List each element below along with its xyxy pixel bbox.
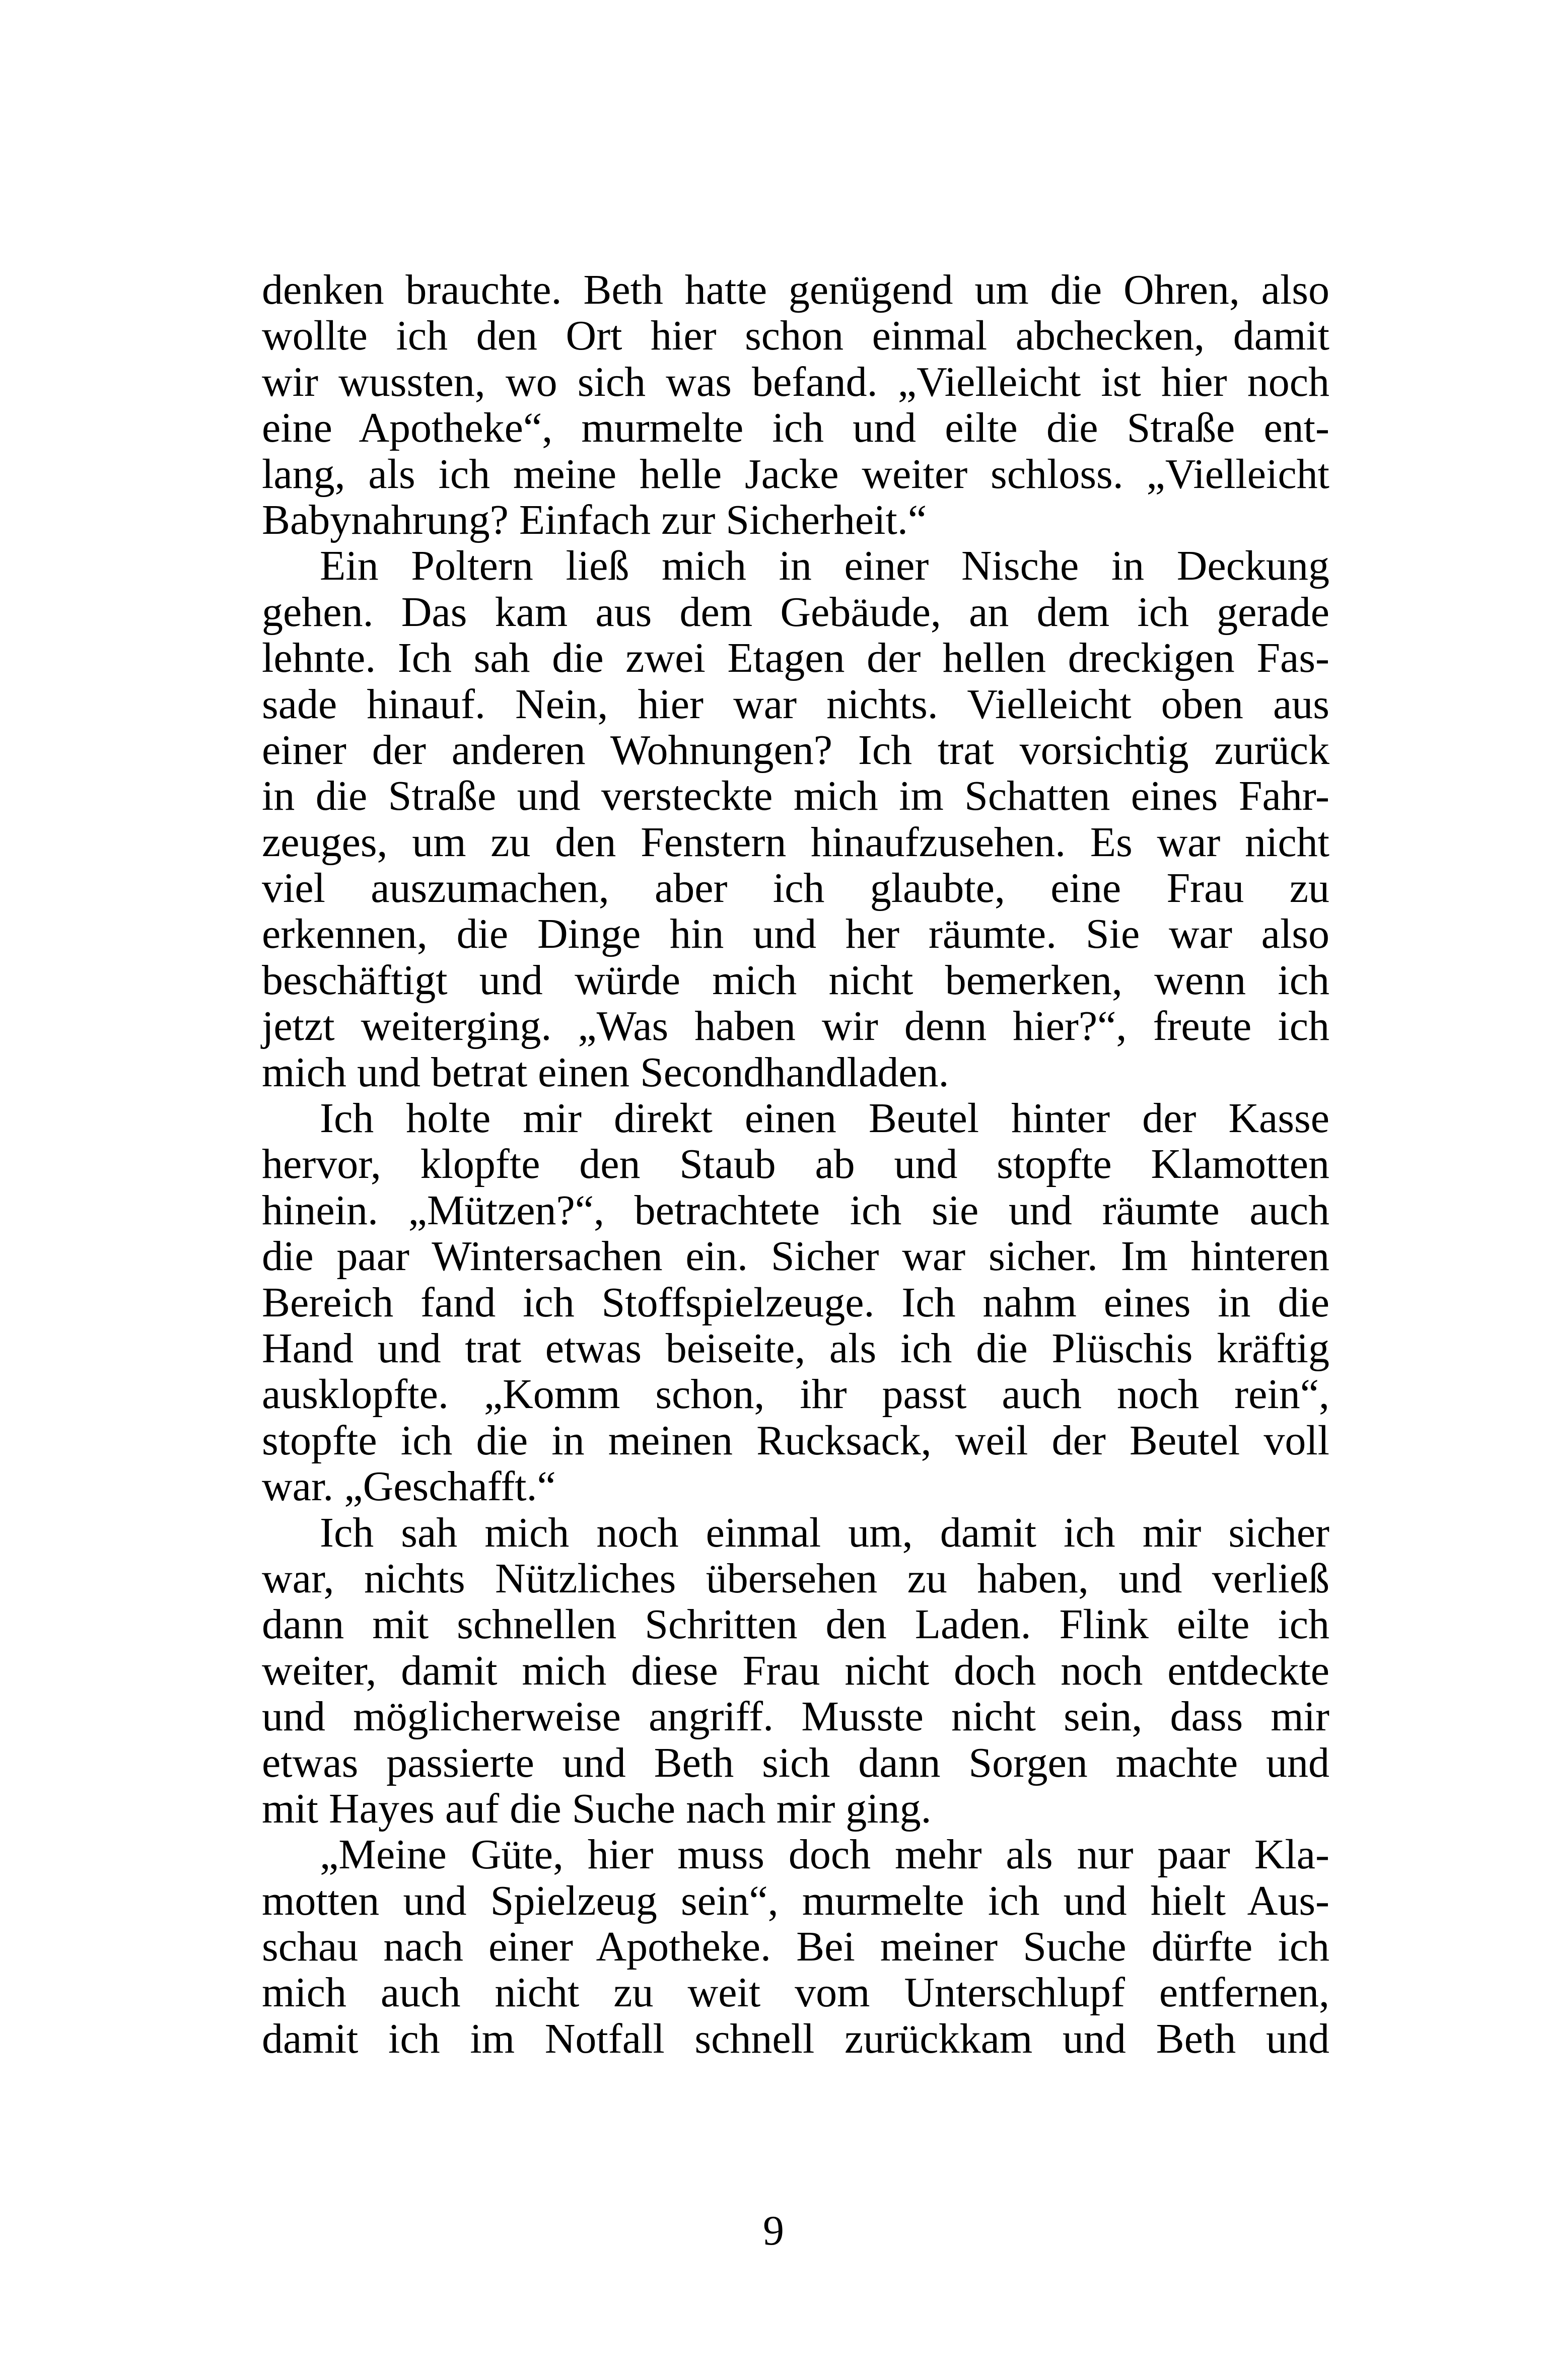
text-line: viel auszumachen, aber ich glaubte, eine Frau zu	[262, 865, 1329, 912]
text-line: Hand und trat etwas beiseite, als ich die Plüschis kräftig	[262, 1324, 1329, 1372]
page-number: 9	[763, 2207, 784, 2254]
text-line: zeuges, um zu den Fenstern hinaufzusehen. Es war nicht	[262, 818, 1329, 866]
text-line: stopfte ich die in meinen Rucksack, weil der Beutel voll	[262, 1417, 1329, 1464]
text-line: eine Apotheke“, murmelte ich und eilte die Straße ent-	[262, 404, 1329, 452]
text-line: Babynahrung? Einfach zur Sicherheit.“	[262, 496, 927, 543]
text-line: mit Hayes auf die Suche nach mir ging.	[262, 1785, 932, 1832]
text-line: wollte ich den Ort hier schon einmal abchecken, damit	[262, 312, 1329, 360]
text-line: hervor, klopfte den Staub ab und stopfte Klamotten	[262, 1141, 1329, 1188]
text-line: gehen. Das kam aus dem Gebäude, an dem ich gerade	[262, 588, 1329, 636]
text-line: lang, als ich meine helle Jacke weiter schloss. „Vielleicht	[262, 450, 1329, 498]
text-line: lehnte. Ich sah die zwei Etagen der hellen dreckigen Fas-	[262, 635, 1329, 682]
text-line: schau nach einer Apotheke. Bei meiner Suche dürfte ich	[262, 1923, 1329, 1971]
text-line: Bereich fand ich Stoffspielzeuge. Ich nahm eines in die	[262, 1279, 1329, 1326]
text-line: die paar Wintersachen ein. Sicher war sicher. Im hinteren	[262, 1233, 1329, 1280]
text-line: mich und betrat einen Secondhandladen.	[262, 1048, 949, 1096]
text-line: dann mit schnellen Schritten den Laden. Flink eilte ich	[262, 1601, 1329, 1648]
text-line: Ich holte mir direkt einen Beutel hinter der Kasse	[320, 1095, 1329, 1142]
text-line: wir wussten, wo sich was befand. „Vielleicht ist hier noch	[262, 358, 1329, 405]
text-line: damit ich im Notfall schnell zurückkam und Beth und	[262, 2015, 1329, 2062]
text-line: Ich sah mich noch einmal um, damit ich mir sicher	[320, 1509, 1329, 1556]
text-line: ausklopfte. „Komm schon, ihr passt auch noch rein“,	[262, 1371, 1329, 1418]
text-line: mich auch nicht zu weit vom Unterschlupf entfernen,	[262, 1969, 1329, 2016]
text-line: in die Straße und versteckte mich im Schatten eines Fahr-	[262, 773, 1329, 820]
text-line: etwas passierte und Beth sich dann Sorgen machte und	[262, 1739, 1329, 1786]
text-line: motten und Spielzeug sein“, murmelte ich und hielt Aus-	[262, 1877, 1329, 1924]
text-line: weiter, damit mich diese Frau nicht doch noch entdeckte	[262, 1647, 1329, 1694]
text-line: einer der anderen Wohnungen? Ich trat vorsichtig zurück	[262, 726, 1329, 774]
body-text	[262, 267, 1329, 2062]
text-line: Ein Poltern ließ mich in einer Nische in Deckung	[320, 542, 1329, 590]
text-line: denken brauchte. Beth hatte genügend um die Ohren, also	[262, 266, 1329, 313]
text-line: war. „Geschafft.“	[262, 1463, 556, 1510]
text-line: beschäftigt und würde mich nicht bemerken, wenn ich	[262, 956, 1329, 1004]
text-line: erkennen, die Dinge hin und her räumte. Sie war also	[262, 911, 1329, 958]
text-line: hinein. „Mützen?“, betrachtete ich sie und räumte auch	[262, 1186, 1329, 1234]
text-line: war, nichts Nützliches übersehen zu haben, und verließ	[262, 1555, 1329, 1602]
text-line: und möglicherweise angriff. Musste nicht sein, dass mir	[262, 1693, 1329, 1740]
text-line: „Meine Güte, hier muss doch mehr als nur paar Kla-	[320, 1831, 1329, 1878]
text-line: sade hinauf. Nein, hier war nichts. Vielleicht oben aus	[262, 680, 1329, 728]
text-line: jetzt weiterging. „Was haben wir denn hier?“, freute ich	[262, 1003, 1329, 1050]
